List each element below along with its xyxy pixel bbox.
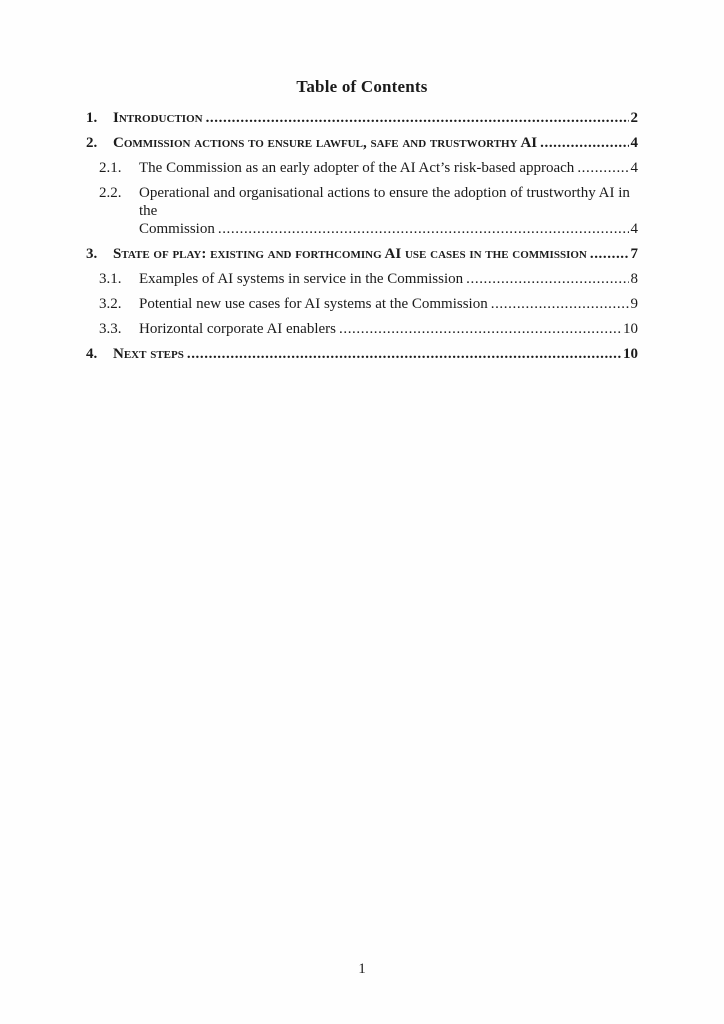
toc-entry-potential-use-cases[interactable] bbox=[86, 295, 638, 313]
toc-entry-early-adopter[interactable] bbox=[86, 159, 638, 177]
toc-entry-next-steps[interactable] bbox=[86, 345, 638, 363]
toc-entry-label-line1: Operational and organisational actions to ensure the adoption of trustworthy AI in the bbox=[139, 185, 630, 219]
toc-entry-number: 2. bbox=[86, 135, 98, 151]
toc-entry-operational-actions[interactable] bbox=[86, 184, 638, 238]
toc-entry-number: 2.1. bbox=[99, 160, 122, 176]
toc-entry-page: 4 bbox=[630, 160, 638, 176]
dot-leader bbox=[577, 159, 628, 177]
dot-leader bbox=[218, 220, 629, 238]
toc-entry-number: 3. bbox=[86, 246, 98, 262]
toc-entry-horizontal-enablers[interactable] bbox=[86, 320, 638, 338]
toc-entry-commission-actions[interactable] bbox=[86, 134, 638, 152]
toc-entry-introduction[interactable] bbox=[86, 109, 638, 127]
toc-entry-label: State of play: existing and forthcoming AI use cases in the commission bbox=[113, 246, 587, 262]
toc-entry-label: Potential new use cases for AI systems at the Commission bbox=[139, 296, 488, 312]
toc-entry-number: 4. bbox=[86, 346, 98, 362]
toc-entry-label: Introduction bbox=[113, 110, 203, 126]
dot-leader bbox=[491, 295, 629, 313]
toc-entry-number: 3.2. bbox=[99, 296, 122, 312]
toc-entry-number: 2.2. bbox=[99, 185, 122, 201]
toc-entry-state-of-play[interactable] bbox=[86, 245, 638, 263]
dot-leader bbox=[540, 134, 628, 152]
toc-entry-number: 3.3. bbox=[99, 321, 122, 337]
toc-entry-label-line2: Commission bbox=[139, 221, 215, 237]
toc-entry-number: 3.1. bbox=[99, 271, 122, 287]
toc-entry-page: 4 bbox=[630, 221, 638, 237]
dot-leader bbox=[206, 109, 629, 127]
toc-entry-page: 2 bbox=[630, 110, 638, 126]
dot-leader bbox=[339, 320, 621, 338]
table-of-contents bbox=[86, 77, 638, 370]
toc-title: Table of Contents bbox=[296, 77, 428, 96]
toc-entry-label: Horizontal corporate AI enablers bbox=[139, 321, 336, 337]
dot-leader bbox=[590, 245, 629, 263]
toc-entry-page: 9 bbox=[630, 296, 638, 312]
toc-entry-page: 8 bbox=[630, 271, 638, 287]
toc-entry-number: 1. bbox=[86, 110, 98, 126]
toc-entry-examples-ai-systems[interactable] bbox=[86, 270, 638, 288]
toc-entry-label: The Commission as an early adopter of the AI Act’s risk-based approach bbox=[139, 160, 575, 176]
toc-entry-page: 7 bbox=[630, 246, 638, 262]
toc-entry-label: Next steps bbox=[113, 346, 184, 362]
toc-entry-label: Examples of AI systems in service in the Commission bbox=[139, 271, 464, 287]
dot-leader bbox=[466, 270, 628, 288]
toc-entry-page: 4 bbox=[630, 135, 638, 151]
toc-entry-label: Commission actions to ensure lawful, safe and trustworthy AI bbox=[113, 135, 538, 151]
page-number: 1 bbox=[358, 961, 366, 977]
toc-entry-page: 10 bbox=[623, 346, 638, 362]
dot-leader bbox=[187, 345, 621, 363]
toc-entry-page: 10 bbox=[623, 321, 638, 337]
